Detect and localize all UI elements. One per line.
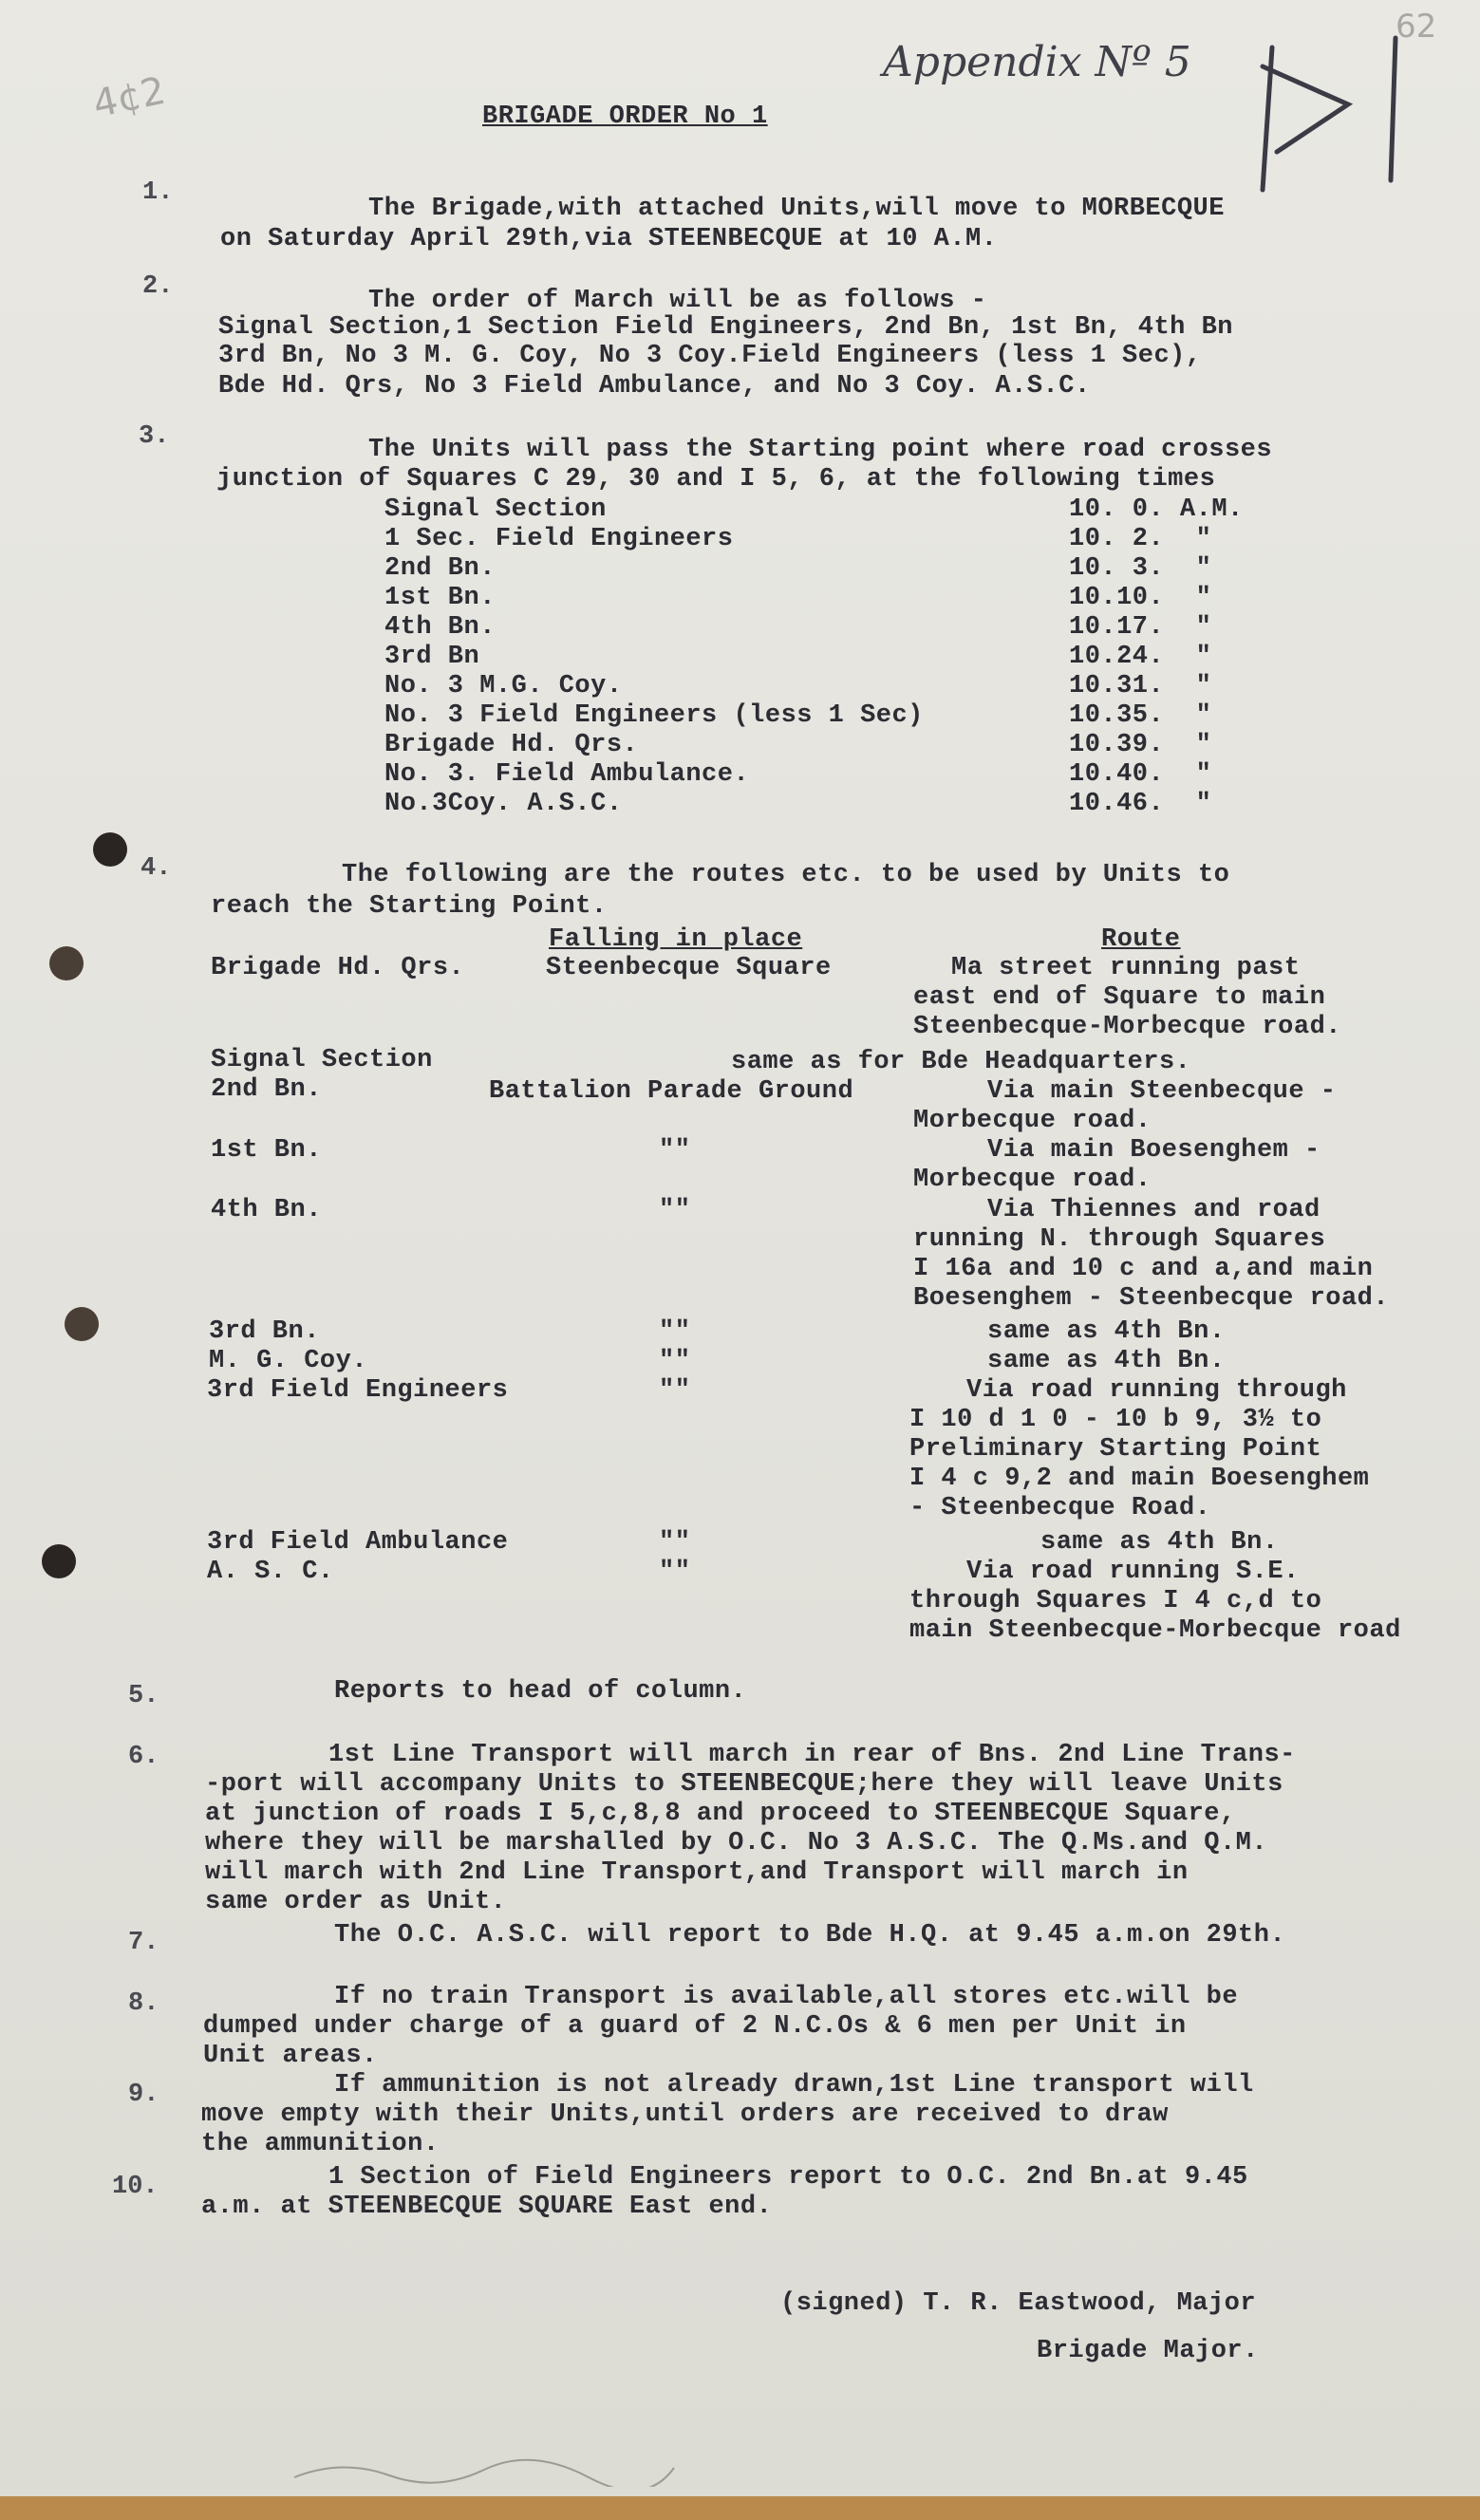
schedule-unit: No. 3 M.G. Coy. xyxy=(384,672,623,700)
route-line: I 10 d 1 0 - 10 b 9, 3½ to xyxy=(909,1406,1322,1434)
para10-line: 1 Section of Field Engineers report to O.C. 2nd Bn.at 9.45 xyxy=(328,2163,1248,2192)
appendix-annotation: Appendix Nº 5 xyxy=(883,38,1191,86)
schedule-time: 10.17. " xyxy=(1069,613,1212,642)
route-line: east end of Square to main xyxy=(913,983,1326,1012)
desk-edge xyxy=(0,2496,1480,2520)
route-line: Preliminary Starting Point xyxy=(909,1435,1322,1464)
paragraph-number: 8. xyxy=(128,1989,159,2018)
para7-line: The O.C. A.S.C. will report to Bde H.Q. at 9.45 a.m.on 29th. xyxy=(334,1921,1286,1950)
para8-line: If no train Transport is available,all stores etc.will be xyxy=(334,1983,1239,2011)
route-line: I 16a and 10 c and a,and main xyxy=(913,1255,1374,1283)
route-unit: 3rd Field Engineers xyxy=(207,1376,509,1405)
para1-line: The Brigade,with attached Units,will move to MORBECQUE xyxy=(368,195,1225,223)
schedule-unit: 4th Bn. xyxy=(384,613,496,642)
schedule-time: 10. 0. A.M. xyxy=(1069,495,1244,524)
para1-line: on Saturday April 29th,via STEENBECQUE at 10 A.M. xyxy=(220,225,998,253)
route-place: "" xyxy=(659,1317,691,1346)
route-place: "" xyxy=(659,1136,691,1165)
paragraph-number: 5. xyxy=(128,1682,159,1710)
para6-line: at junction of roads I 5,c,8,8 and proceed to STEENBECQUE Square, xyxy=(205,1800,1236,1828)
route-unit: Brigade Hd. Qrs. xyxy=(211,954,465,982)
punch-hole xyxy=(49,946,84,980)
schedule-unit: Signal Section xyxy=(384,495,607,524)
page-title: BRIGADE ORDER No 1 xyxy=(482,103,768,131)
route-unit: 1st Bn. xyxy=(211,1136,322,1165)
para3-line: The Units will pass the Starting point where road crosses xyxy=(368,436,1273,464)
para9-line: If ammunition is not already drawn,1st Line transport will xyxy=(334,2071,1254,2100)
route-place: "" xyxy=(659,1528,691,1557)
para8-line: Unit areas. xyxy=(203,2042,378,2070)
paragraph-number: 9. xyxy=(128,2081,159,2109)
paragraph-number: 10. xyxy=(112,2173,159,2201)
route-unit: 3rd Field Ambulance xyxy=(207,1528,509,1557)
route-line: Via Thiennes and road xyxy=(987,1196,1321,1224)
para6-line: where they will be marshalled by O.C. No 3 A.S.C. The Q.Ms.and Q.M. xyxy=(205,1829,1268,1857)
schedule-unit: 1 Sec. Field Engineers xyxy=(384,525,734,553)
schedule-unit: No.3Coy. A.S.C. xyxy=(384,790,623,818)
signature-line: (signed) T. R. Eastwood, Major xyxy=(780,2289,1257,2318)
para9-line: the ammunition. xyxy=(201,2130,440,2158)
para6-line: same order as Unit. xyxy=(205,1888,507,1916)
route-line: Via main Steenbecque - xyxy=(987,1077,1337,1106)
schedule-unit: No. 3 Field Engineers (less 1 Sec) xyxy=(384,701,924,730)
punch-hole xyxy=(93,832,127,867)
schedule-time: 10.31. " xyxy=(1069,672,1212,700)
route-line: Via road running S.E. xyxy=(966,1558,1300,1586)
schedule-unit: 2nd Bn. xyxy=(384,554,496,583)
route-line: same as for Bde Headquarters. xyxy=(731,1048,1191,1076)
route-place: "" xyxy=(659,1558,691,1586)
para2-line: Bde Hd. Qrs, No 3 Field Ambulance, and No 3 Coy. A.S.C. xyxy=(218,372,1091,401)
left-pencil-mark: 4¢2 xyxy=(89,68,170,127)
schedule-time: 10.39. " xyxy=(1069,731,1212,759)
corner-mark: 62 xyxy=(1396,8,1437,46)
para3-line: junction of Squares C 29, 30 and I 5, 6, at the following times xyxy=(216,465,1216,494)
para6-line: will march with 2nd Line Transport,and Transport will march in xyxy=(205,1858,1189,1887)
punch-hole xyxy=(42,1544,76,1578)
para10-line: a.m. at STEENBECQUE SQUARE East end. xyxy=(201,2193,773,2221)
bottom-scribble-icon xyxy=(285,2449,684,2487)
route-place: "" xyxy=(659,1347,691,1375)
route-unit: 2nd Bn. xyxy=(211,1075,322,1104)
route-line: Morbecque road. xyxy=(913,1166,1152,1194)
paragraph-number: 2. xyxy=(142,272,174,301)
route-line: I 4 c 9,2 and main Boesenghem xyxy=(909,1465,1370,1493)
falling-in-header: Falling in place xyxy=(549,925,803,954)
route-place: "" xyxy=(659,1196,691,1224)
schedule-time: 10.40. " xyxy=(1069,760,1212,789)
handwritten-mark-icon xyxy=(1234,28,1443,209)
route-header: Route xyxy=(1101,925,1181,954)
route-line: Steenbecque-Morbecque road. xyxy=(913,1013,1341,1041)
signature-title: Brigade Major. xyxy=(1037,2337,1259,2365)
route-line: Via main Boesenghem - xyxy=(987,1136,1321,1165)
schedule-time: 10.35. " xyxy=(1069,701,1212,730)
route-place: "" xyxy=(659,1376,691,1405)
route-unit: A. S. C. xyxy=(207,1558,334,1586)
route-unit: Signal Section xyxy=(211,1046,433,1074)
para6-line: -port will accompany Units to STEENBECQUE;here they will leave Units xyxy=(205,1770,1283,1799)
schedule-unit: No. 3. Field Ambulance. xyxy=(384,760,750,789)
route-place: Battalion Parade Ground xyxy=(489,1077,854,1106)
route-line: same as 4th Bn. xyxy=(987,1347,1226,1375)
para5-line: Reports to head of column. xyxy=(334,1677,747,1706)
route-line: same as 4th Bn. xyxy=(987,1317,1226,1346)
schedule-unit: 3rd Bn xyxy=(384,643,480,671)
para2-line: 3rd Bn, No 3 M. G. Coy, No 3 Coy.Field Engineers (less 1 Sec), xyxy=(218,342,1202,370)
paragraph-number: 3. xyxy=(139,422,170,451)
route-unit: 3rd Bn. xyxy=(209,1317,320,1346)
paragraph-number: 1. xyxy=(142,178,174,207)
route-unit: M. G. Coy. xyxy=(209,1347,368,1375)
schedule-time: 10. 2. " xyxy=(1069,525,1212,553)
route-line: Via road running through xyxy=(966,1376,1347,1405)
route-line: Morbecque road. xyxy=(913,1107,1152,1135)
paragraph-number: 4. xyxy=(141,854,172,883)
para2-line: The order of March will be as follows - xyxy=(368,287,987,315)
route-line: through Squares I 4 c,d to xyxy=(909,1587,1322,1615)
schedule-time: 10.46. " xyxy=(1069,790,1212,818)
para4-line: reach the Starting Point. xyxy=(211,892,608,921)
schedule-unit: 1st Bn. xyxy=(384,584,496,612)
route-unit: 4th Bn. xyxy=(211,1196,322,1224)
route-line: Boesenghem - Steenbecque road. xyxy=(913,1284,1390,1313)
route-line: running N. through Squares xyxy=(913,1225,1326,1254)
paragraph-number: 6. xyxy=(128,1743,159,1771)
route-line: same as 4th Bn. xyxy=(1040,1528,1279,1557)
paragraph-number: 7. xyxy=(128,1929,159,1957)
route-line: main Steenbecque-Morbecque road xyxy=(909,1616,1401,1645)
schedule-time: 10.10. " xyxy=(1069,584,1212,612)
para8-line: dumped under charge of a guard of 2 N.C.Os & 6 men per Unit in xyxy=(203,2012,1187,2041)
route-place: Steenbecque Square xyxy=(546,954,832,982)
para9-line: move empty with their Units,until orders are received to draw xyxy=(201,2100,1169,2129)
para2-line: Signal Section,1 Section Field Engineers, 2nd Bn, 1st Bn, 4th Bn xyxy=(218,313,1233,342)
punch-hole xyxy=(65,1307,99,1341)
para4-line: The following are the routes etc. to be used by Units to xyxy=(342,861,1230,889)
schedule-unit: Brigade Hd. Qrs. xyxy=(384,731,639,759)
route-line: - Steenbecque Road. xyxy=(909,1494,1211,1522)
route-line: Ma street running past xyxy=(951,954,1301,982)
schedule-time: 10.24. " xyxy=(1069,643,1212,671)
para6-line: 1st Line Transport will march in rear of Bns. 2nd Line Trans- xyxy=(328,1741,1296,1769)
schedule-time: 10. 3. " xyxy=(1069,554,1212,583)
